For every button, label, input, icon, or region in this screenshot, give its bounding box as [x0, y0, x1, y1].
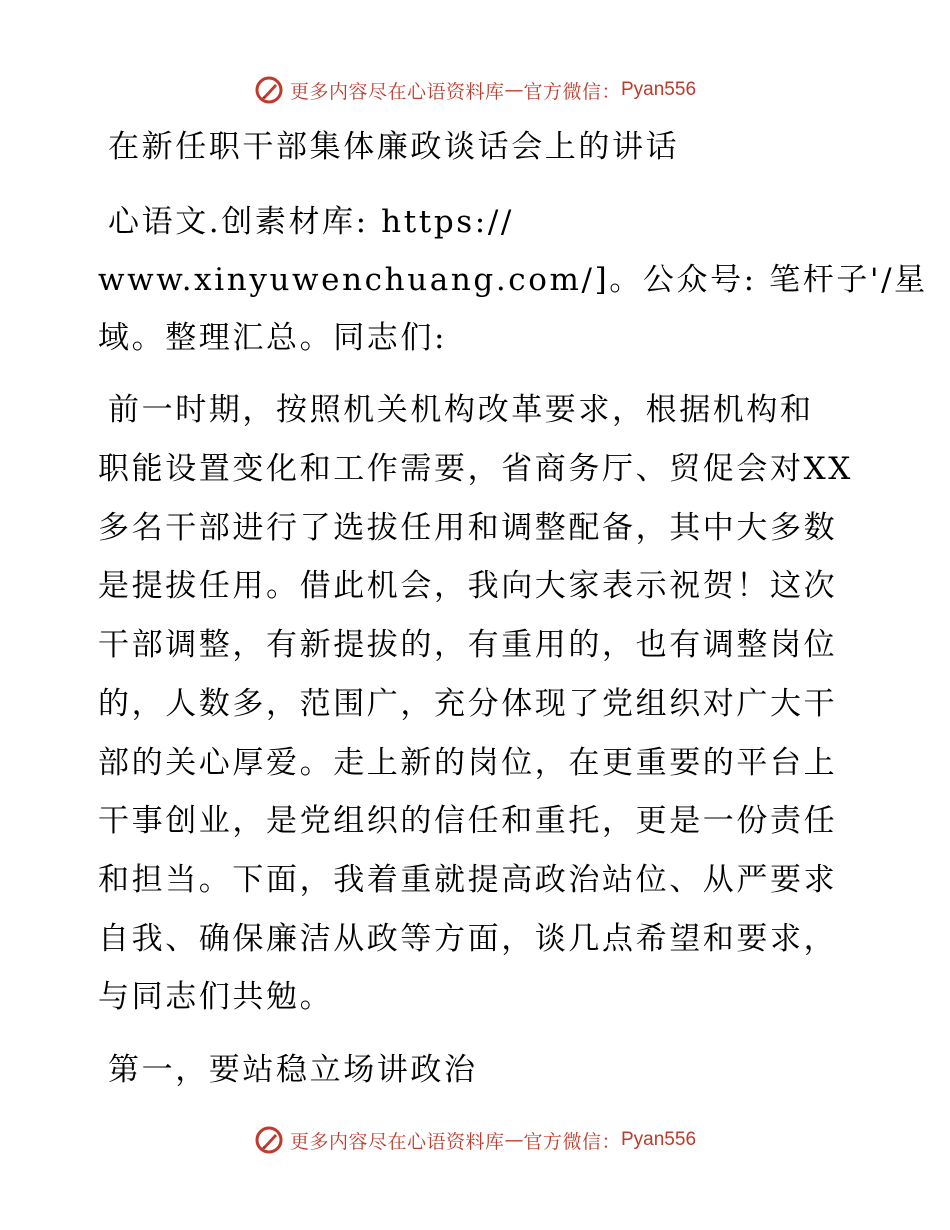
paragraph-line: 干部调整，有新提拔的，有重用的，也有调整岗位	[98, 627, 838, 663]
source-line: 域。整理汇总。同志们:	[98, 320, 448, 356]
paragraph-line: 是提拔任用。借此机会，我向大家表示祝贺！这次	[98, 568, 838, 604]
section-heading: 第一，要站稳立场讲政治	[108, 1052, 478, 1088]
pen-logo-icon	[254, 1125, 284, 1155]
paragraph-line: 与同志们共勉。	[98, 979, 334, 1015]
paragraph-line: 和担当。下面，我着重就提高政治站位、从严要求	[98, 862, 838, 898]
watermark-banner-top	[0, 70, 950, 110]
paragraph-line: 的，人数多，范围广，充分体现了党组织对广大干	[98, 686, 838, 722]
watermark-text: 更多内容尽在心语资料库	[289, 1130, 505, 1153]
paragraph-line: 干事创业，是党组织的信任和重托，更是一份责任	[98, 803, 838, 839]
watermark-account-id: Pyan556	[621, 1129, 697, 1150]
watermark-account-label: 官方微信：	[523, 80, 621, 103]
watermark-account-label: 官方微信：	[523, 1130, 621, 1153]
watermark-separator: —	[504, 1129, 524, 1151]
paragraph-line: 职能设置变化和工作需要，省商务厅、贸促会对XX	[98, 451, 853, 487]
source-line: 心语文.创素材库: https://	[108, 204, 514, 240]
paragraph-line: 自我、确保廉洁从政等方面，谈几点希望和要求，	[98, 921, 838, 957]
watermark-account-id: Pyan556	[621, 79, 697, 100]
watermark-separator: —	[504, 79, 524, 101]
source-line: www.xinyuwenchuang.com/]。公众号: 笔杆子'/星	[98, 262, 928, 298]
watermark-banner-bottom	[0, 1120, 950, 1160]
paragraph-line: 前一时期，按照机关机构改革要求，根据机构和	[108, 392, 814, 428]
watermark-text: 更多内容尽在心语资料库	[289, 80, 505, 103]
document-title: 在新任职干部集体廉政谈话会上的讲话	[108, 129, 680, 165]
paragraph-line: 多名干部进行了选拔任用和调整配备，其中大多数	[98, 510, 838, 546]
pen-logo-icon	[254, 75, 284, 105]
paragraph-line: 部的关心厚爱。走上新的岗位，在更重要的平台上	[98, 745, 838, 781]
